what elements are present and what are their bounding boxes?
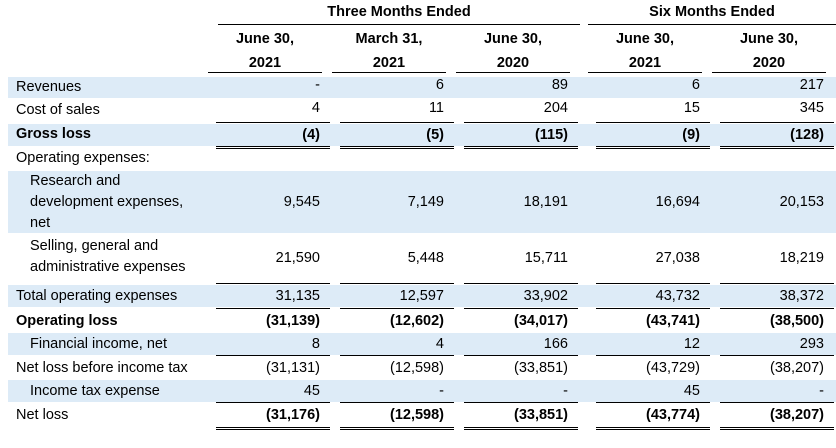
- cell-value: 8: [311, 336, 320, 352]
- column-header-line1: June 30,: [483, 31, 543, 47]
- cell-value: (38,207): [769, 407, 824, 423]
- row-label-line: administrative expenses: [30, 259, 186, 275]
- column-header-line1: June 30,: [739, 31, 799, 47]
- cell-value: (43,774): [645, 407, 700, 423]
- row-label-line: development expenses,: [30, 194, 184, 210]
- cell-value: (12,602): [389, 313, 444, 329]
- table-row-selling-general-admin: [8, 236, 836, 280]
- cell-value: (9): [682, 127, 700, 143]
- cell-value: (43,729): [645, 360, 700, 376]
- total-rule: [596, 427, 710, 430]
- row-label-line: Research and: [30, 173, 121, 189]
- cell-value: 11: [428, 100, 444, 116]
- column-header: [712, 27, 826, 73]
- subtotal-rule: [596, 308, 710, 309]
- total-rule: [340, 427, 454, 430]
- cell-value: 27,038: [655, 250, 700, 266]
- row-label: Operating expenses:: [16, 150, 150, 166]
- column-header: [588, 27, 702, 73]
- subtotal-rule: [340, 283, 454, 284]
- cell-value: 45: [683, 383, 700, 399]
- cell-value: 217: [799, 77, 824, 93]
- table-row-gross-loss: [8, 124, 836, 146]
- cell-value: 6: [691, 77, 700, 93]
- cell-value: -: [439, 383, 444, 399]
- cell-value: 12,597: [399, 288, 444, 304]
- cell-value: (5): [426, 127, 444, 143]
- row-label: Income tax expense: [30, 383, 160, 399]
- subtotal-rule: [216, 355, 330, 356]
- subtotal-rule: [464, 402, 578, 403]
- cell-value: 4: [435, 336, 444, 352]
- group-header-six-months: Six Months Ended: [588, 0, 836, 25]
- cell-value: (38,207): [769, 360, 824, 376]
- table-row-revenues: [8, 77, 836, 98]
- subtotal-rule: [720, 122, 834, 123]
- subtotal-rule: [216, 308, 330, 309]
- subtotal-rule: [464, 122, 578, 123]
- cell-value: 38,372: [779, 288, 824, 304]
- row-label-line: net: [30, 215, 51, 231]
- row-label: Cost of sales: [16, 102, 100, 118]
- cell-value: 293: [799, 336, 824, 352]
- row-label: Revenues: [16, 79, 82, 95]
- table-row-cost-of-sales: [8, 100, 836, 121]
- row-label-line: Selling, general and: [30, 238, 159, 254]
- cell-value: 166: [543, 336, 568, 352]
- cell-value: 12: [683, 336, 700, 352]
- subtotal-rule: [596, 402, 710, 403]
- column-header-line1: June 30,: [235, 31, 295, 47]
- cell-value: (38,500): [769, 313, 824, 329]
- column-header-line2: 2020: [496, 55, 530, 71]
- cell-value: 5,448: [407, 250, 444, 266]
- cell-value: 16,694: [655, 194, 700, 210]
- cell-value: (4): [302, 127, 320, 143]
- table-row-total-operating-expenses: [8, 285, 836, 307]
- cell-value: 9,545: [283, 194, 320, 210]
- table-row-operating-loss: [8, 310, 836, 332]
- cell-value: 31,135: [275, 288, 320, 304]
- subtotal-rule: [596, 355, 710, 356]
- total-rule: [464, 427, 578, 430]
- cell-value: (31,131): [265, 360, 320, 376]
- column-header-line2: 2021: [628, 55, 662, 71]
- subtotal-rule: [720, 402, 834, 403]
- row-label: Operating loss: [16, 313, 118, 329]
- cell-value: (128): [790, 127, 824, 143]
- cell-value: (33,851): [513, 407, 568, 423]
- subtotal-rule: [464, 308, 578, 309]
- row-label: Net loss before income tax: [16, 360, 188, 376]
- total-rule: [720, 427, 834, 430]
- subtotal-rule: [340, 355, 454, 356]
- cell-value: 6: [435, 77, 444, 93]
- cell-value: 21,590: [275, 250, 320, 266]
- column-header: [456, 27, 570, 73]
- cell-value: 20,153: [779, 194, 824, 210]
- cell-value: 15,711: [524, 250, 568, 266]
- cell-value: (31,139): [265, 313, 320, 329]
- cell-value: 204: [543, 100, 568, 116]
- cell-value: 18,191: [523, 194, 568, 210]
- column-header-line2: 2021: [372, 55, 406, 71]
- group-header-three-months: Three Months Ended: [218, 0, 580, 25]
- subtotal-rule: [596, 283, 710, 284]
- subtotal-rule: [340, 122, 454, 123]
- row-label: Net loss: [16, 407, 69, 423]
- table-row-operating-expenses-header: [8, 148, 836, 169]
- subtotal-rule: [216, 283, 330, 284]
- subtotal-rule: [340, 308, 454, 309]
- column-header-line2: 2020: [752, 55, 786, 71]
- cell-value: (115): [534, 127, 568, 143]
- cell-value: 15: [683, 100, 700, 116]
- cell-value: 18,219: [779, 250, 824, 266]
- column-header-line2: 2021: [248, 55, 282, 71]
- subtotal-rule: [464, 355, 578, 356]
- row-label: Financial income, net: [30, 336, 168, 352]
- cell-value: 43,732: [655, 288, 700, 304]
- subtotal-rule: [216, 122, 330, 123]
- column-header-line1: June 30,: [615, 31, 675, 47]
- subtotal-rule: [720, 355, 834, 356]
- row-label: Gross loss: [16, 126, 91, 142]
- cell-value: 89: [551, 77, 568, 93]
- subtotal-rule: [720, 308, 834, 309]
- table-row-research-development: [8, 171, 836, 233]
- cell-value: -: [563, 383, 568, 399]
- subtotal-rule: [720, 283, 834, 284]
- cell-value: (31,176): [265, 407, 320, 423]
- cell-value: -: [315, 77, 320, 93]
- column-header-line1: March 31,: [355, 31, 423, 47]
- cell-value: 4: [311, 100, 320, 116]
- table-row-income-tax: [8, 380, 836, 402]
- column-header: [208, 27, 322, 73]
- table-row-financial-income: [8, 333, 836, 355]
- cell-value: (12,598): [389, 407, 444, 423]
- cell-value: 33,902: [523, 288, 568, 304]
- subtotal-rule: [340, 402, 454, 403]
- row-label: Total operating expenses: [16, 288, 178, 304]
- cell-value: 345: [799, 100, 824, 116]
- subtotal-rule: [596, 122, 710, 123]
- total-rule: [216, 427, 330, 430]
- cell-value: -: [819, 383, 824, 399]
- table-row-net-loss: [8, 404, 836, 426]
- column-header: [332, 27, 446, 73]
- cell-value: (12,598): [389, 360, 444, 376]
- subtotal-rule: [464, 283, 578, 284]
- cell-value: (33,851): [513, 360, 568, 376]
- table-row-net-loss-before-tax: [8, 357, 836, 379]
- cell-value: (34,017): [513, 313, 568, 329]
- cell-value: (43,741): [645, 313, 700, 329]
- cell-value: 45: [303, 383, 320, 399]
- cell-value: 7,149: [407, 194, 444, 210]
- subtotal-rule: [216, 402, 330, 403]
